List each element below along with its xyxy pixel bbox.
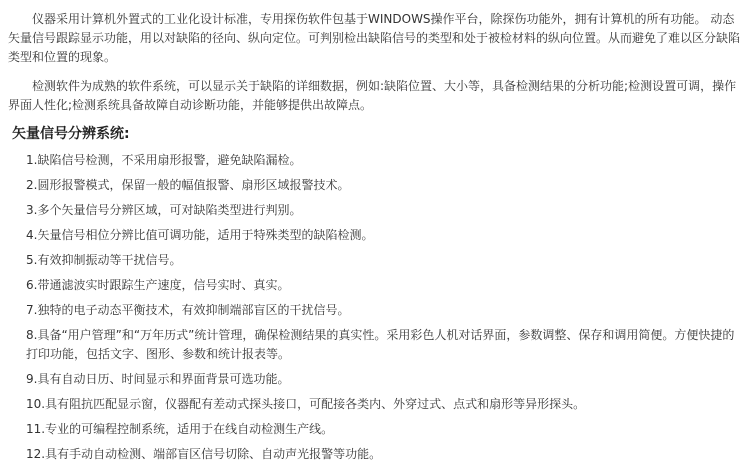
feature-list — [8, 151, 742, 464]
list-item: 11.专业的可编程控制系统，适用于在线自动检测生产线。 — [26, 422, 334, 436]
list-item: 2.圆形报警模式，保留一般的幅值报警、扇形区域报警技术。 — [26, 178, 350, 192]
intro-paragraph-2: 检测软件为成熟的软件系统，可以显示关于缺陷的详细数据，例如:缺陷位置、大小等，具备检测结果的分析功能;检测设置可调，操作界面人性化;检测系统具备故障自动诊断功能，并能够提供出故障点。 — [8, 79, 737, 112]
intro-paragraph-1: 仪器采用计算机外置式的工业化设计标准，专用探伤软件包基于WINDOWS操作平台，除探伤功能外，拥有计算机的所有功能。 动态矢量信号跟踪显示功能，用以对缺陷的径向、纵向定位。可判别检出缺陷信号的类型和处于被检材料的纵向位置。从而避免了难以区分缺陷类型和位置的现象。 — [8, 12, 741, 64]
list-item: 4.矢量信号相位分辨比值可调功能，适用于特殊类型的缺陷检测。 — [26, 228, 374, 242]
list-item: 10.具有阻抗匹配显示窗，仪器配有差动式探头接口，可配接各类内、外穿过式、点式和扇形等异形探头。 — [26, 397, 586, 411]
list-item: 1.缺陷信号检测，不采用扇形报警，避免缺陷漏检。 — [26, 153, 302, 167]
list-item: 8.具备“用户管理”和“万年历式”统计管理，确保检测结果的真实性。采用彩色人机对话界面，参数调整、保存和调用简便。方便快捷的打印功能，包括文字、图形、参数和统计报表等。 — [26, 328, 735, 361]
list-item: 5.有效抑制振动等干扰信号。 — [26, 253, 182, 267]
list-item: 9.具有自动日历、时间显示和界面背景可选功能。 — [26, 372, 290, 386]
section-title: 矢量信号分辨系统: — [12, 126, 130, 142]
list-item: 6.带通滤波实时跟踪生产速度，信号实时、真实。 — [26, 278, 290, 292]
list-item: 7.独特的电子动态平衡技术，有效抑制端部盲区的干扰信号。 — [26, 303, 350, 317]
list-item: 12.具有手动自动检测、端部盲区信号切除、自动声光报警等功能。 — [26, 447, 382, 461]
list-item: 3.多个矢量信号分辨区域，可对缺陷类型进行判别。 — [26, 203, 302, 217]
